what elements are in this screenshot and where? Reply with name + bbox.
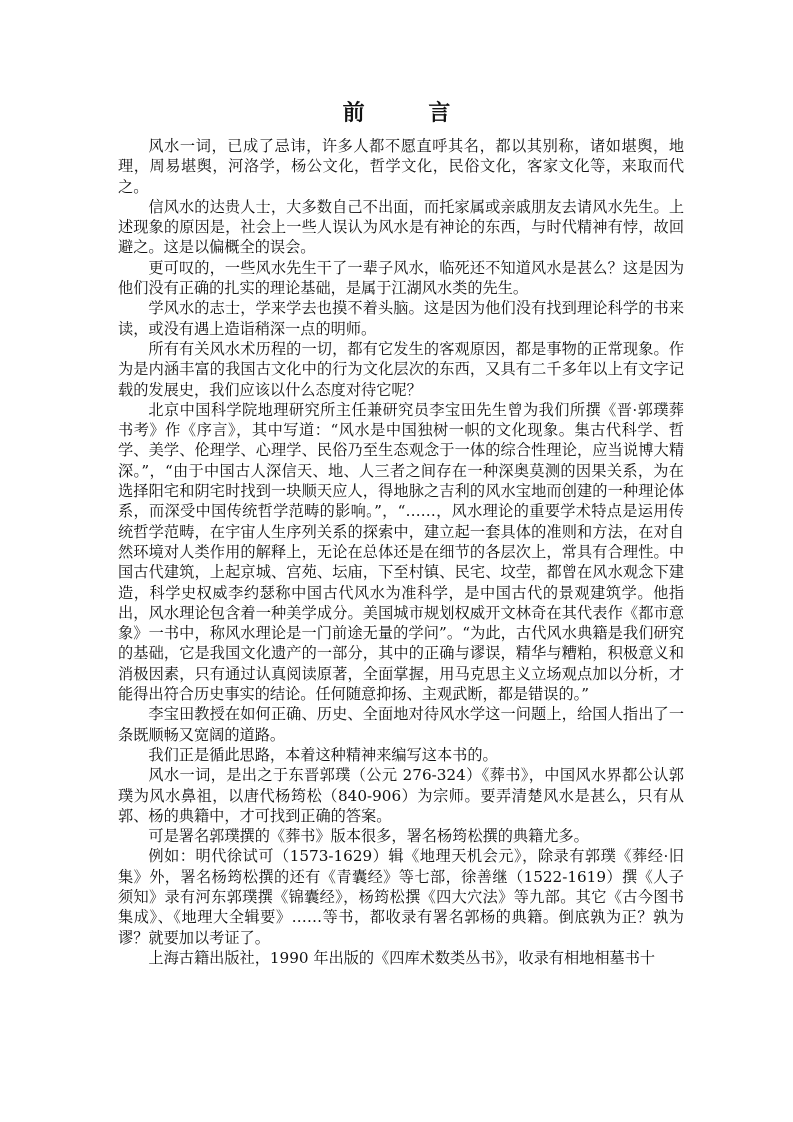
paragraph: 信风水的达贵人士，大多数自己不出面，而托家属或亲戚朋友去请风水先生。上述现象的原因是，社会上一些人误认为风水是有神论的东西，与时代精神有悖，故回避之。这是以偏概全的误会。 <box>118 197 684 257</box>
paragraph: 李宝田教授在如何正确、历史、全面地对待风水学这一问题上，给国人指出了一条既顺畅又宽阔的道路。 <box>118 705 684 744</box>
paragraph: 我们正是循此思路，本着这种精神来编写这本书的。 <box>148 745 498 764</box>
paragraph: 学风水的志士，学来学去也摸不着头脑。这是因为他们没有找到理论科学的书来读，或没有遇上造诣稍深一点的明师。 <box>118 299 684 338</box>
paragraph: 所有有关风水术历程的一切，都有它发生的客观原因，都是事物的正常现象。作为是内涵丰富的我国古文化中的行为文化层次的东西，又具有二千多年以上有文字记载的发展史，我们应该以什么态度对待它呢？ <box>118 339 684 399</box>
page-title: 前 言 <box>342 101 479 126</box>
paragraph: 可是署名郭璞撰的《葬书》版本很多，署名杨筠松撰的典籍尤多。 <box>148 827 589 846</box>
paragraph: 风水一词，是出之于东晋郭璞（公元 276-324）《葬书》，中国风水界都公认郭璞为风水鼻祖，以唐代杨筠松（840-906）为宗师。要弄清楚风水是甚么，只有从郭、杨的典籍中，才可找到正确的答案。 <box>118 766 684 825</box>
paragraph: 风水一词，已成了忌讳，许多人都不愿直呼其名，都以其别称，诸如堪舆，地理，周易堪舆，河洛学，杨公文化，哲学文化，民俗文化，客家文化等，来取而代之。 <box>118 137 684 196</box>
paragraph: 上海古籍出版社，1990 年出版的《四库术数类丛书》，收录有相地相墓书十 <box>148 948 656 967</box>
paragraph: 北京中国科学院地理研究所主任兼研究员李宝田先生曾为我们所撰《晋·郭璞葬书考》作《序言》，其中写道：“风水是中国独树一帜的文化现象。集古代科学、哲学、美学、伦理学、心理学、民俗乃至生态观念于一体的综合性理论，应当说博大精深。”，“由于中国古人深信天、地、人三者之间存在一种深奥莫测的因果关系，为在选择阳宅和阴宅时找到一块顺天应人，得地脉之吉利的风水宝地而创建的一种理论体系，而深受中国传统哲学范畴的影响。”，“……，风水理论的重要学术特点是运用传统哲学范畴，在宇宙人生序列关系的探索中，建立起一套具体的准则和方法，在对自然环境对人类作用的解释上，无论在总体还是在细节的各层次上，常具有合理性。中国古代建筑，上起京城、宫苑、坛庙，下至村镇、民宅、坟茔，都曾在风水观念下建造，科学史权威李约瑟称中国古代风水为准科学，是中国古代的景观建筑学。他指出，风水理论包含着一种美学成分。美国城市规划权威开文林奇在其代表作《都市意象》一书中，称风水理论是一门前途无量的学问”。“为此，古代风水典籍是我们研究的基础，它是我国文化遗产的一部分，其中的正确与谬误，精华与糟粕，积极意义和消极因素，只有通过认真阅读原著，全面掌握，用马克思主义立场观点加以分析，才能得出符合历史事实的结论。任何随意抑扬、主观武断，都是错误的。” <box>118 400 684 704</box>
body-text <box>118 136 684 968</box>
paragraph: 更可叹的，一些风水先生干了一辈子风水，临死还不知道风水是甚么？这是因为他们没有正确的扎实的理论基础，是属于江湖风水类的先生。 <box>118 258 684 298</box>
paragraph: 例如：明代徐试可（1573-1629）辑《地理天机会元》，除录有郭璞《葬经·旧集》外，署名杨筠松撰的还有《青囊经》等七部，徐善继（1522-1619）撰《人子须知》录有河东郭璞撰《锦囊经》，杨筠松撰《四大穴法》等九部。其它《古今图书集成》、《地理大全辑要》……等书，都收录有署名郭杨的典籍。倒底孰为正？孰为谬？就要加以考证了。 <box>118 847 684 947</box>
